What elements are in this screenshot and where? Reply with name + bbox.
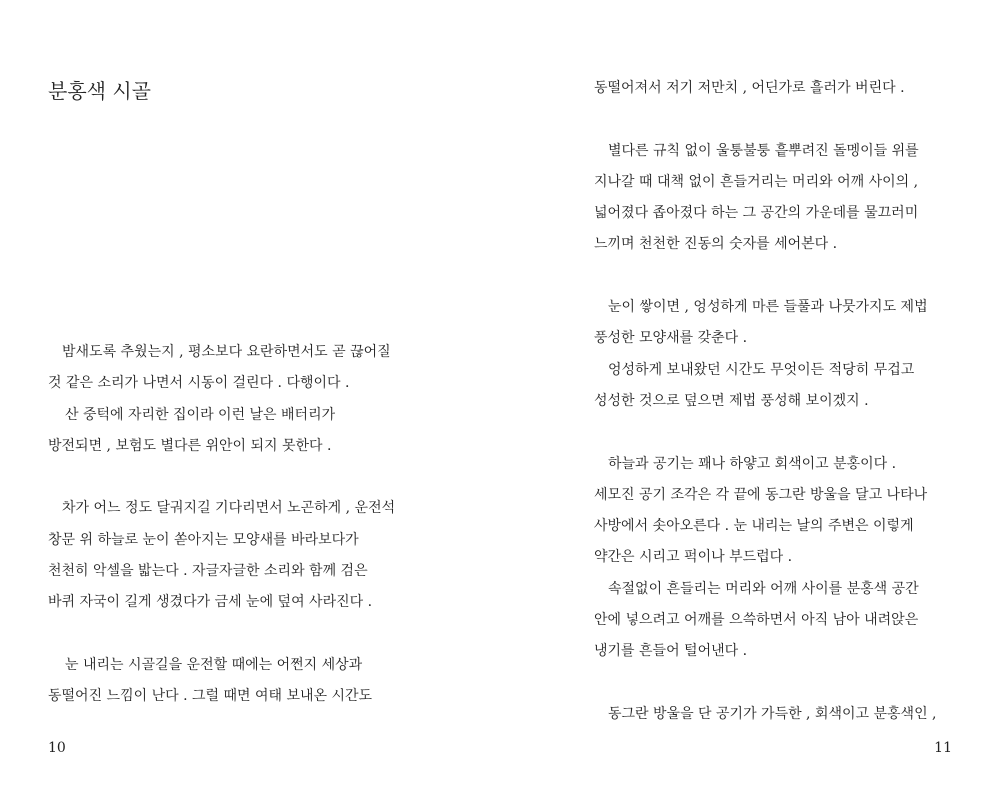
right-page <box>500 0 1000 809</box>
text-line: 차가 어느 정도 달궈지길 기다리면서 노곤하게 , 운전석 <box>62 500 396 517</box>
text-line: 엉성하게 보내왔던 시간도 무엇이든 적당히 무겁고 <box>608 361 915 378</box>
text-line: 세모진 공기 조각은 각 끝에 동그란 방울을 달고 나타나 <box>594 486 928 503</box>
text-line: 사방에서 솟아오른다 . 눈 내리는 날의 주변은 이렇게 <box>594 518 914 535</box>
paragraph-gap <box>48 462 395 493</box>
left-page-body <box>48 337 395 713</box>
text-line: 동그란 방울을 단 공기가 가득한 , 회색이고 분홍색인 , <box>608 705 937 722</box>
text-line: 바퀴 자국이 길게 생겼다가 금세 눈에 덮여 사라진다 . <box>48 594 373 611</box>
text-line: 약간은 시리고 퍽이나 부드럽다 . <box>594 549 793 566</box>
text-line: 창문 위 하늘로 눈이 쏟아지는 모양새를 바라보다가 <box>48 531 359 548</box>
page-number: 11 <box>934 740 952 756</box>
paragraph-gap <box>594 417 937 448</box>
text-line: 안에 넣으려고 어깨를 으쓱하면서 아직 남아 내려앉은 <box>594 612 919 629</box>
text-line: 속절없이 흔들리는 머리와 어깨 사이를 분홍색 공간 <box>608 580 919 597</box>
paragraph-gap <box>594 261 937 292</box>
text-line: 지나갈 때 대책 없이 흔들거리는 머리와 어깨 사이의 , <box>594 173 919 190</box>
text-line: 동떨어져서 저기 저만치 , 어딘가로 흘러가 버린다 . <box>594 80 905 96</box>
text-line: 별다른 규칙 없이 울퉁불퉁 흩뿌려진 돌멩이들 위를 <box>608 142 919 159</box>
paragraph-gap <box>48 619 395 650</box>
text-line: 풍성한 모양새를 갖춘다 . <box>594 330 748 347</box>
paragraph-gap <box>594 668 937 699</box>
text-line: 느끼며 천천한 진동의 숫자를 세어본다 . <box>594 236 838 253</box>
text-line: 산 중턱에 자리한 집이라 이런 날은 배터리가 <box>65 406 336 423</box>
text-line: 것 같은 소리가 나면서 시동이 걸린다 . 다행이다 . <box>48 375 350 392</box>
text-line: 넓어졌다 좁아졌다 하는 그 공간의 가운데를 물끄러미 <box>594 205 919 222</box>
text-line: 눈이 쌓이면 , 엉성하게 마른 들풀과 나뭇가지도 제법 <box>608 299 928 316</box>
text-line: 냉기를 흔들어 털어낸다 . <box>594 643 748 660</box>
right-page-body <box>594 73 937 730</box>
text-line: 방전되면 , 보험도 별다른 위안이 되지 못한다 . <box>48 437 332 454</box>
text-line: 하늘과 공기는 꽤나 하얗고 회색이고 분홍이다 . <box>608 455 897 472</box>
text-line: 동떨어진 느낌이 난다 . 그럴 때면 여태 보내온 시간도 <box>48 688 373 705</box>
text-line: 성성한 것으로 덮으면 제법 풍성해 보이겠지 . <box>594 392 869 409</box>
page-number: 10 <box>48 740 66 756</box>
text-line: 천천히 악셀을 밟는다 . 자글자글한 소리와 함께 검은 <box>48 563 368 580</box>
chapter-title: 분홍색 시골 <box>48 79 151 103</box>
text-line: 눈 내리는 시골길을 운전할 때에는 어쩐지 세상과 <box>65 656 363 673</box>
text-line: 밤새도록 추웠는지 , 평소보다 요란하면서도 곧 끊어질 <box>62 344 391 360</box>
paragraph-gap <box>594 104 937 135</box>
